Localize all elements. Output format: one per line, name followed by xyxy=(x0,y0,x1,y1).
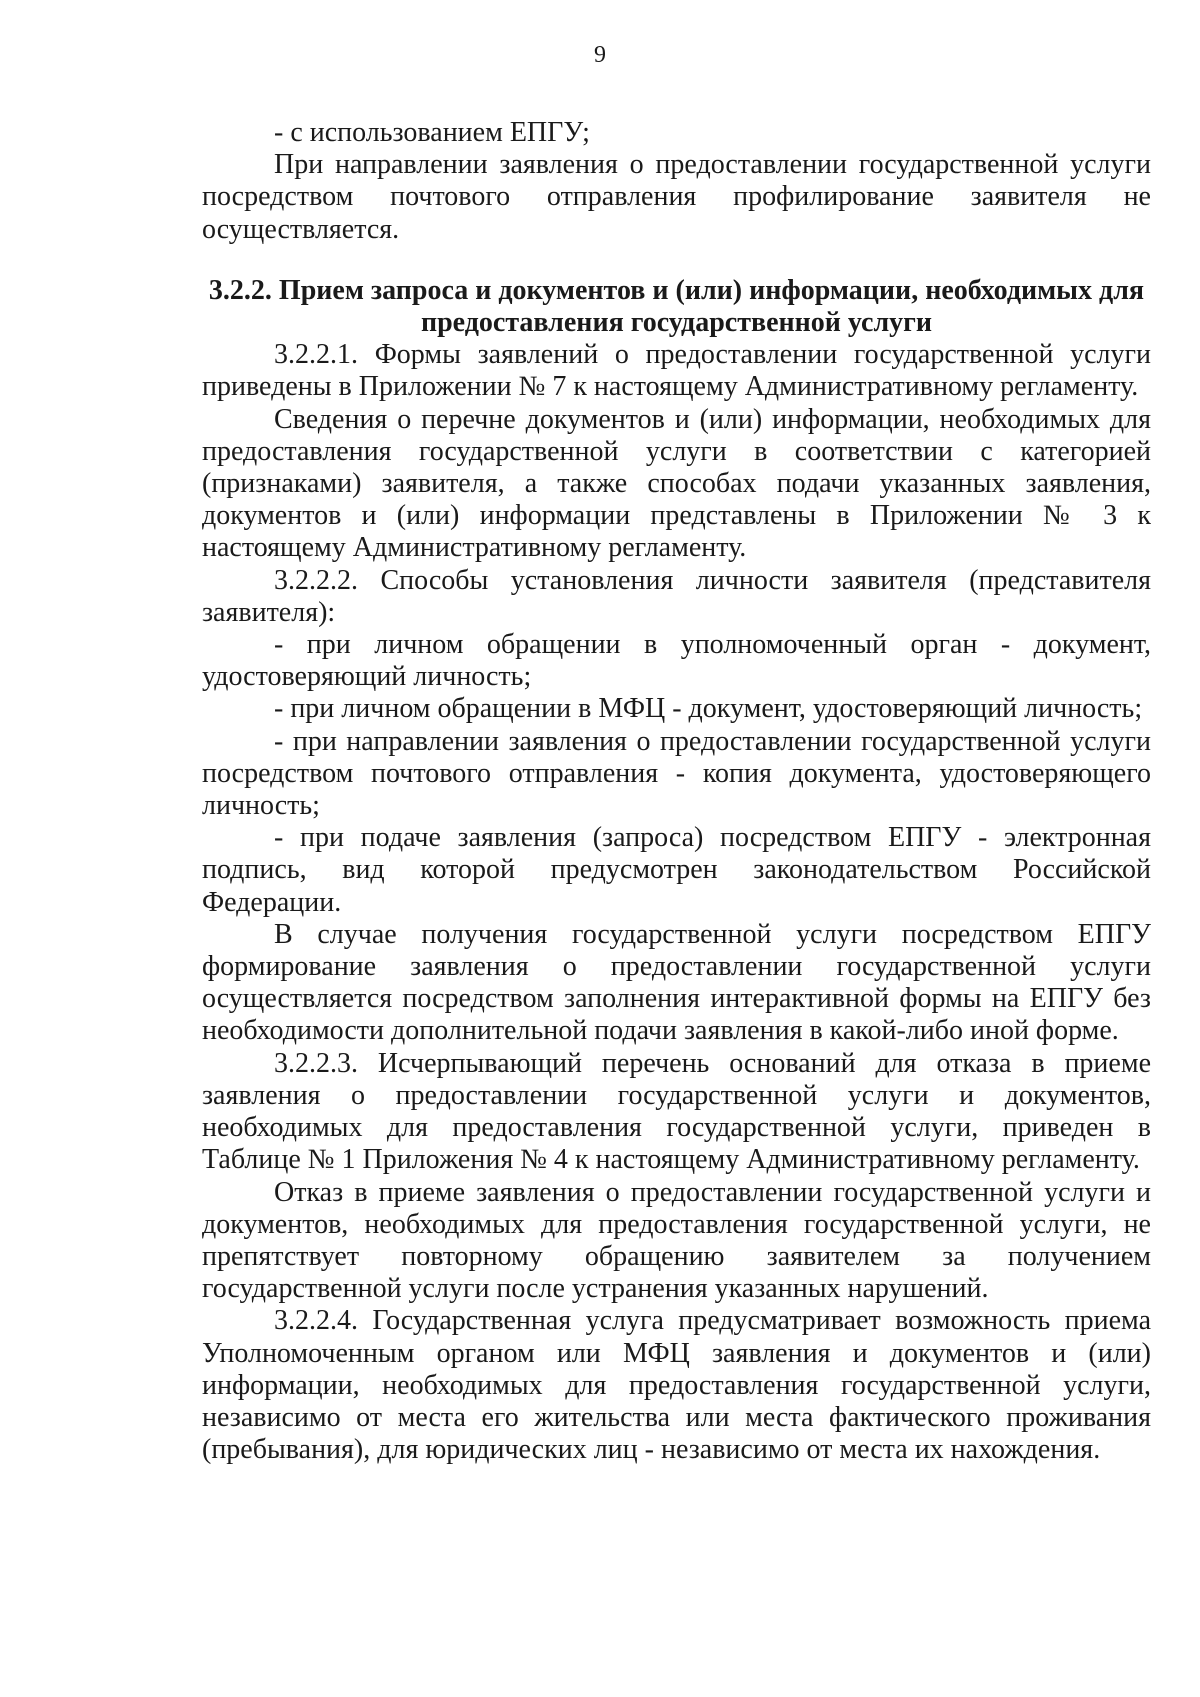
paragraph: 3.2.2.4. Государственная услуга предусматривает возможность приема Уполномоченным органом или МФЦ заявления и документов и (или) информации, необходимых для предоставления государственной услуги, независимо от места его жительства или места фактического проживания (пребывания), для юридических лиц - независимо от места их нахождения. xyxy=(202,1305,1151,1466)
list-item: - при подаче заявления (запроса) посредством ЕПГУ - электронная подпись, вид которой предусмотрен законодательством Российской Федерации. xyxy=(202,822,1151,918)
paragraph: - с использованием ЕПГУ; xyxy=(274,117,590,148)
document-body xyxy=(202,117,1151,1466)
paragraph: 3.2.2.1. Формы заявлений о предоставлении государственной услуги приведены в Приложении № 7 к настоящему Административному регламенту. xyxy=(202,339,1151,403)
list-item: - при личном обращении в уполномоченный орган - документ, удостоверяющий личность; xyxy=(202,629,1151,693)
list-item: - при личном обращении в МФЦ - документ, удостоверяющий личность; xyxy=(274,693,1143,725)
paragraph: 3.2.2.3. Исчерпывающий перечень оснований для отказа в приеме заявления о предоставлении государственной услуги и документов, необходимых для предоставления государственной услуги, приведен в Таблице № 1 Приложения № 4 к настоящему Административному регламенту. xyxy=(202,1047,1151,1176)
section-heading: 3.2.2. Прием запроса и документов и (или) информации, необходимых для предоставления государственной услуги xyxy=(208,274,1145,339)
paragraph: Сведения о перечне документов и (или) информации, необходимых для предоставления государственной услуги в соответствии с категорией (признаками) заявителя, а также способах подачи указанных заявления, документов и (или) информации представлены в Приложении № 3 к настоящему Административному регламенту. xyxy=(202,403,1151,564)
paragraph: 3.2.2.2. Способы установления личности заявителя (представителя заявителя): xyxy=(202,564,1151,628)
list-item: - при направлении заявления о предоставлении государственной услуги посредством почтового отправления - копия документа, удостоверяющего личность; xyxy=(202,725,1151,822)
paragraph: В случае получения государственной услуги посредством ЕПГУ формирование заявления о предоставлении государственной услуги осуществляется посредством заполнения интерактивной формы на ЕПГУ без необходимости дополнительной подачи заявления в какой-либо иной форме. xyxy=(202,918,1151,1047)
paragraph: При направлении заявления о предоставлении государственной услуги посредством почтового отправления профилирование заявителя не осуществляется. xyxy=(202,149,1151,245)
paragraph: Отказ в приеме заявления о предоставлении государственной услуги и документов, необходимых для предоставления государственной услуги, не препятствует повторному обращению заявителем за получением государственной услуги после устранения указанных нарушений. xyxy=(202,1176,1151,1305)
page-number: 9 xyxy=(594,42,606,68)
